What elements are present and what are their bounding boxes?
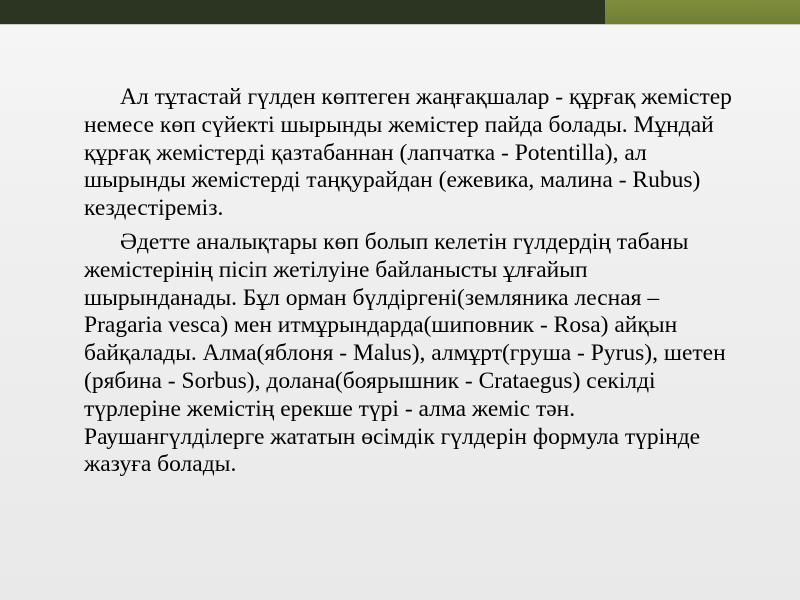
top-decor-bar: [0, 0, 800, 24]
slide-body-text: [84, 84, 734, 485]
top-bar-dark-segment: [0, 0, 605, 24]
top-divider: [0, 24, 800, 25]
top-bar-accent-segment: [605, 0, 800, 24]
paragraph-1: Ал тұтастай гүлден көптеген жаңғақшалар - құрғақ жемістер немесе көп сүйекті шырынды жемістер пайда болады. Мұндай құрғақ жемістерді қазтабаннан (лапчатка - Potentilla), ал шырынды жемістерді таңқурайдан (ежевика, малина - Rubus) кездестіреміз.: [84, 84, 732, 222]
paragraph-2: Әдетте аналықтары көп болып келетін гүлдердің табаны жемістерінің пісіп жетілуіне байланысты ұлғайып шырынданады. Бұл орман бүлдіргені(земляника лесная – Pragaria vesca) мен итмұрындарда(шиповник - Rosa) айқын байқалады. Алма(яблоня - Malus), алмұрт(груша - Pyrus), шетен (рябина - Sorbus), долана(боярышник - Crataegus) секілді түрлеріне жемістің ерекше түрі - алма жеміс тән. Раушангүлділерге жататын өсімдік гүлдерін формула түрінде жазуға болады.: [84, 228, 726, 478]
